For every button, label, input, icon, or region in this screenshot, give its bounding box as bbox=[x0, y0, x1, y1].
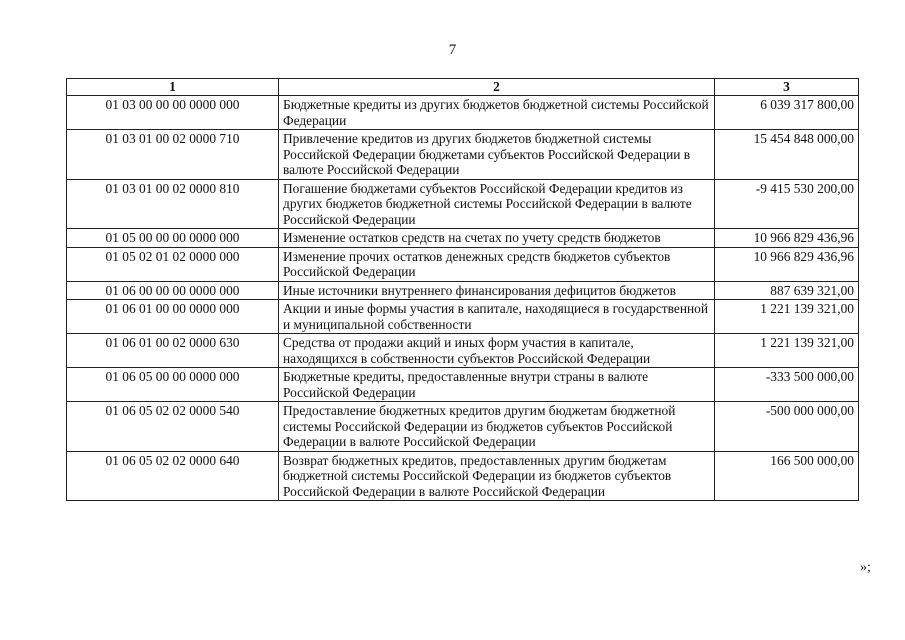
row-amount: 15 454 848 000,00 bbox=[715, 130, 859, 180]
table-row bbox=[67, 281, 859, 300]
table-row bbox=[67, 96, 859, 130]
row-code: 01 05 02 01 02 0000 000 bbox=[67, 247, 279, 281]
row-name: Иные источники внутреннего финансирования дефицитов бюджетов bbox=[279, 281, 715, 300]
row-amount: 166 500 000,00 bbox=[715, 451, 859, 501]
row-amount: -500 000 000,00 bbox=[715, 402, 859, 452]
row-name: Акции и иные формы участия в капитале, находящиеся в государственной и муниципальной собственности bbox=[279, 300, 715, 334]
row-name: Бюджетные кредиты из других бюджетов бюджетной системы Российской Федерации bbox=[279, 96, 715, 130]
closing-quote-mark: »; bbox=[860, 560, 871, 575]
row-name: Возврат бюджетных кредитов, предоставленных другим бюджетам бюджетной системы Российской Федерации из бюджетов субъектов Российской Федерации в валюте Российской Федерации bbox=[279, 451, 715, 501]
table-row bbox=[67, 229, 859, 248]
row-amount: -9 415 530 200,00 bbox=[715, 179, 859, 229]
budget-sources-table bbox=[66, 78, 859, 501]
row-code: 01 06 01 00 00 0000 000 bbox=[67, 300, 279, 334]
column-header-amount: 3 bbox=[715, 79, 859, 96]
column-header-name: 2 bbox=[279, 79, 715, 96]
row-name: Предоставление бюджетных кредитов другим бюджетам бюджетной системы Российской Федерации из бюджетов субъектов Российской Федерации в валюте Российской Федерации bbox=[279, 402, 715, 452]
row-amount: 1 221 139 321,00 bbox=[715, 334, 859, 368]
table-row bbox=[67, 247, 859, 281]
table-row bbox=[67, 130, 859, 180]
row-name: Бюджетные кредиты, предоставленные внутри страны в валюте Российской Федерации bbox=[279, 368, 715, 402]
table-row bbox=[67, 402, 859, 452]
row-amount: 6 039 317 800,00 bbox=[715, 96, 859, 130]
table-row bbox=[67, 451, 859, 501]
column-header-code: 1 bbox=[67, 79, 279, 96]
row-code: 01 06 01 00 02 0000 630 bbox=[67, 334, 279, 368]
table-row bbox=[67, 368, 859, 402]
row-name: Привлечение кредитов из других бюджетов бюджетной системы Российской Федерации бюджетами субъектов Российской Федерации в валюте Российской Федерации bbox=[279, 130, 715, 180]
row-code: 01 05 00 00 00 0000 000 bbox=[67, 229, 279, 248]
row-name: Средства от продажи акций и иных форм участия в капитале, находящихся в собственности субъектов Российской Федерации bbox=[279, 334, 715, 368]
row-name: Изменение прочих остатков денежных средств бюджетов субъектов Российской Федерации bbox=[279, 247, 715, 281]
row-code: 01 03 00 00 00 0000 000 bbox=[67, 96, 279, 130]
row-code: 01 03 01 00 02 0000 810 bbox=[67, 179, 279, 229]
row-name: Погашение бюджетами субъектов Российской Федерации кредитов из других бюджетов бюджетной системы Российской Федерации в валюте Российской Федерации bbox=[279, 179, 715, 229]
table-row bbox=[67, 300, 859, 334]
row-amount: 10 966 829 436,96 bbox=[715, 229, 859, 248]
row-amount: 887 639 321,00 bbox=[715, 281, 859, 300]
page-number: 7 bbox=[448, 42, 457, 58]
table-row bbox=[67, 179, 859, 229]
row-code: 01 06 05 00 00 0000 000 bbox=[67, 368, 279, 402]
row-code: 01 06 05 02 02 0000 640 bbox=[67, 451, 279, 501]
row-name: Изменение остатков средств на счетах по учету средств бюджетов bbox=[279, 229, 715, 248]
row-amount: 10 966 829 436,96 bbox=[715, 247, 859, 281]
row-amount: 1 221 139 321,00 bbox=[715, 300, 859, 334]
row-code: 01 06 05 02 02 0000 540 bbox=[67, 402, 279, 452]
table-row bbox=[67, 334, 859, 368]
row-amount: -333 500 000,00 bbox=[715, 368, 859, 402]
row-code: 01 06 00 00 00 0000 000 bbox=[67, 281, 279, 300]
table-header-row bbox=[67, 79, 859, 96]
row-code: 01 03 01 00 02 0000 710 bbox=[67, 130, 279, 180]
